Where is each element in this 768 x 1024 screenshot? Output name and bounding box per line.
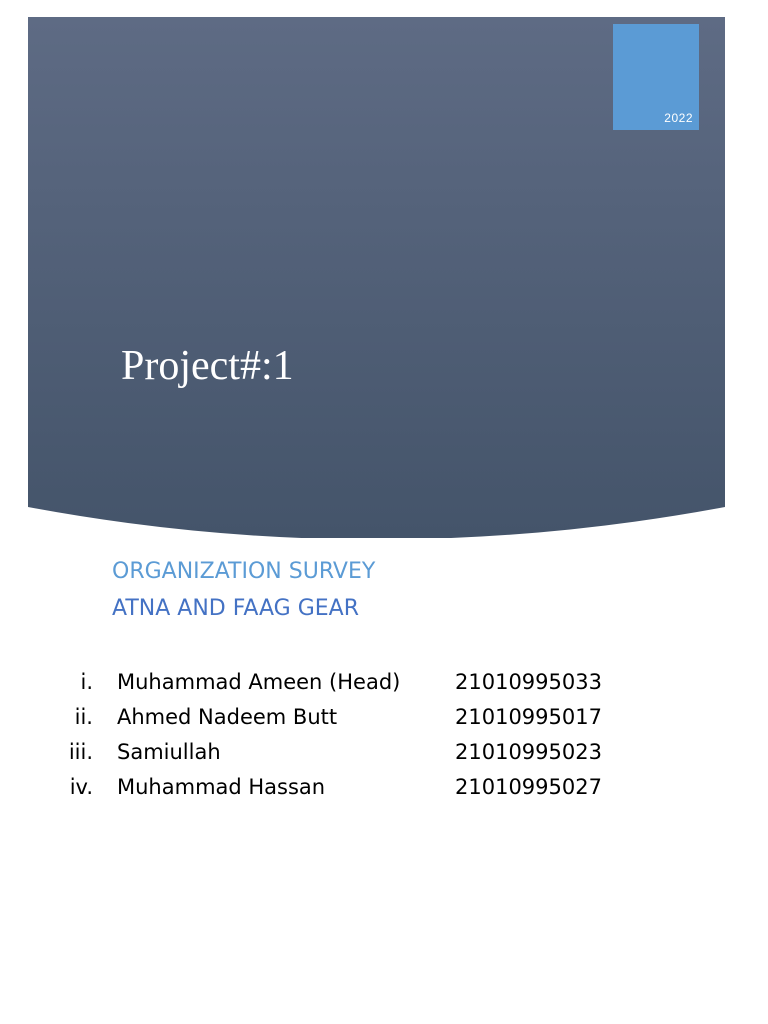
member-name: Muhammad Hassan	[117, 775, 326, 799]
project-title: Project#:1	[121, 343, 294, 389]
year-box	[613, 24, 699, 130]
member-row	[0, 670, 768, 705]
subtitle-company-name: ATNA AND FAAG GEAR	[112, 596, 360, 621]
member-id: 21010995017	[455, 705, 602, 729]
member-id: 21010995027	[455, 775, 602, 799]
subtitle-organization-survey: ORGANIZATION SURVEY	[112, 559, 376, 584]
year-label: 2022	[664, 111, 693, 125]
member-numeral: ii.	[74, 705, 93, 729]
member-id: 21010995023	[455, 740, 602, 764]
member-row	[0, 705, 768, 740]
member-list	[0, 670, 768, 810]
member-numeral: iv.	[69, 775, 93, 799]
member-row	[0, 740, 768, 775]
member-row	[0, 775, 768, 810]
member-name: Muhammad Ameen (Head)	[117, 670, 401, 694]
member-name: Samiullah	[117, 740, 221, 764]
member-numeral: iii.	[68, 740, 93, 764]
member-name: Ahmed Nadeem Butt	[117, 705, 338, 729]
member-id: 21010995033	[455, 670, 602, 694]
member-numeral: i.	[80, 670, 93, 694]
